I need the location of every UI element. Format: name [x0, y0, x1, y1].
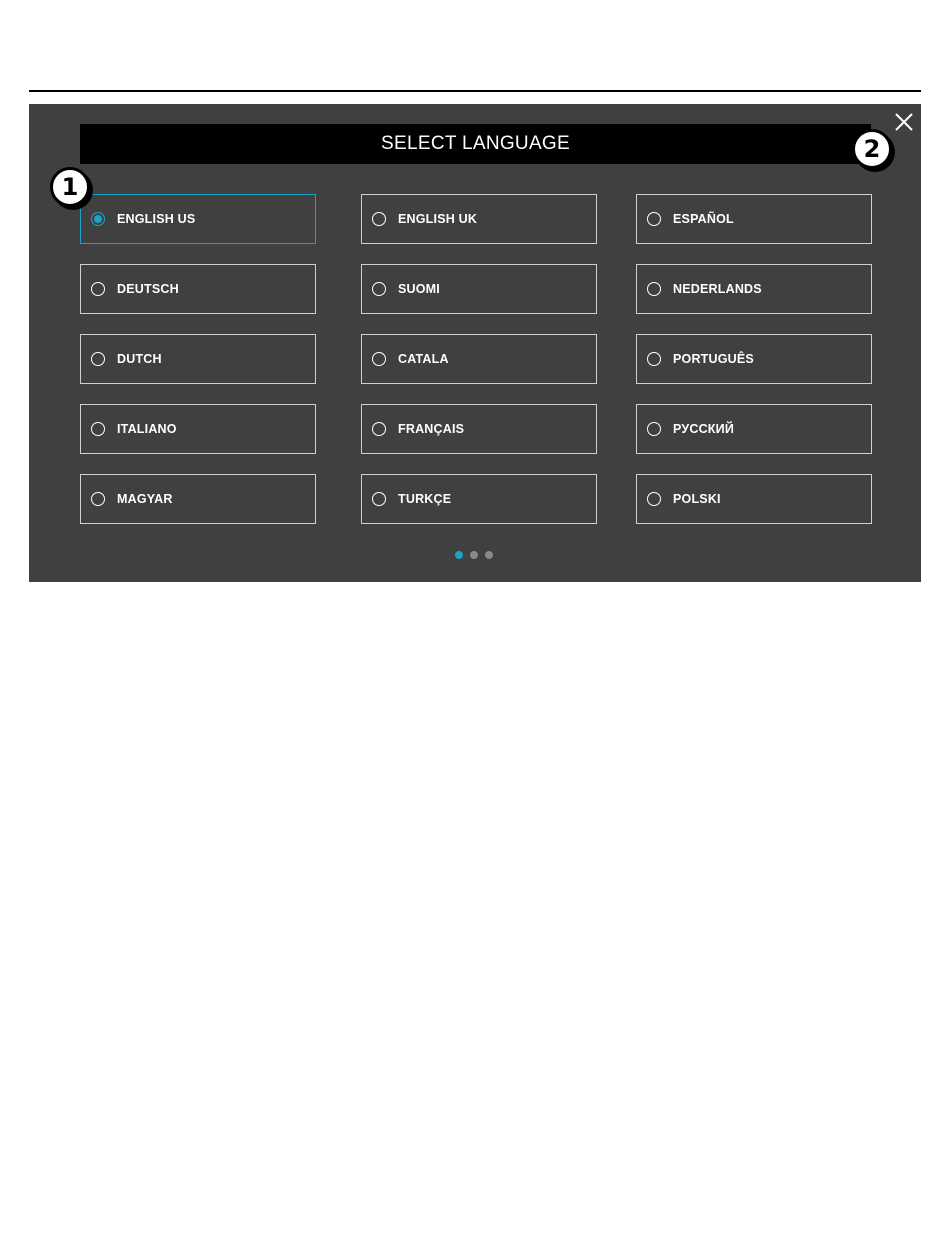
radio-icon: [647, 492, 661, 506]
language-label: TURKÇE: [398, 492, 452, 506]
page-dot[interactable]: [470, 551, 478, 559]
page-dot-active[interactable]: [455, 551, 463, 559]
language-option-polski[interactable]: [636, 474, 872, 524]
radio-icon: [647, 422, 661, 436]
language-option-dutch[interactable]: [80, 334, 316, 384]
language-option-nederlands[interactable]: [636, 264, 872, 314]
top-rule: [29, 90, 921, 92]
language-label: DUTCH: [117, 352, 162, 366]
language-dialog: [29, 104, 921, 582]
language-label: ESPAÑOL: [673, 212, 734, 226]
language-option-magyar[interactable]: [80, 474, 316, 524]
language-option-suomi[interactable]: [361, 264, 597, 314]
language-label: NEDERLANDS: [673, 282, 762, 296]
language-option-english-uk[interactable]: [361, 194, 597, 244]
language-option-italiano[interactable]: [80, 404, 316, 454]
language-option-english-us[interactable]: [80, 194, 316, 244]
radio-icon: [372, 282, 386, 296]
radio-icon: [91, 422, 105, 436]
language-option-portugues[interactable]: [636, 334, 872, 384]
page-indicator: [455, 551, 493, 559]
language-label: CATALA: [398, 352, 449, 366]
dialog-title: SELECT LANGUAGE: [80, 124, 871, 164]
language-label: POLSKI: [673, 492, 721, 506]
language-option-catala[interactable]: [361, 334, 597, 384]
radio-icon: [372, 212, 386, 226]
language-label: ENGLISH US: [117, 212, 196, 226]
callout-marker: 1: [50, 167, 90, 207]
radio-icon: [647, 352, 661, 366]
callout-marker: 2: [852, 129, 892, 169]
language-label: РУССКИЙ: [673, 422, 735, 436]
radio-icon: [647, 212, 661, 226]
radio-icon: [91, 352, 105, 366]
radio-icon: [91, 492, 105, 506]
language-label: PORTUGUÊS: [673, 352, 754, 366]
language-option-deutsch[interactable]: [80, 264, 316, 314]
page-dot[interactable]: [485, 551, 493, 559]
language-option-francais[interactable]: [361, 404, 597, 454]
radio-icon: [372, 352, 386, 366]
language-label: MAGYAR: [117, 492, 173, 506]
language-label: DEUTSCH: [117, 282, 179, 296]
language-option-turkce[interactable]: [361, 474, 597, 524]
radio-icon: [372, 422, 386, 436]
radio-selected-icon: [91, 212, 105, 226]
language-label: SUOMI: [398, 282, 440, 296]
radio-icon: [372, 492, 386, 506]
language-option-russian[interactable]: [636, 404, 872, 454]
radio-icon: [647, 282, 661, 296]
language-option-espanol[interactable]: [636, 194, 872, 244]
language-label: FRANÇAIS: [398, 422, 465, 436]
language-label: ITALIANO: [117, 422, 177, 436]
radio-icon: [91, 282, 105, 296]
close-icon[interactable]: [893, 111, 915, 133]
language-label: ENGLISH UK: [398, 212, 478, 226]
